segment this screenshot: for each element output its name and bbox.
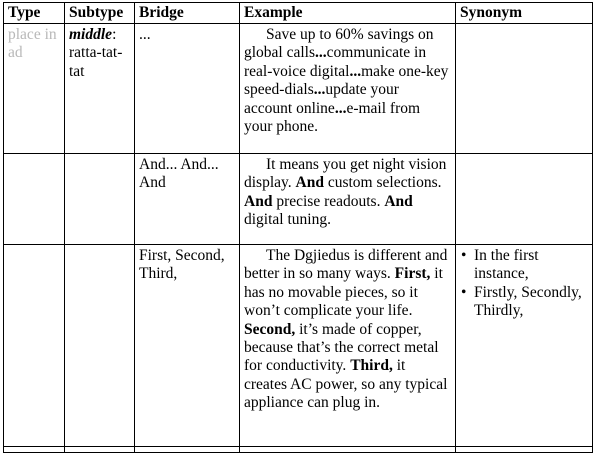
example-run: make one-key speed-dials <box>244 62 449 99</box>
empty-cell <box>135 447 240 453</box>
example-emphasis: ... <box>349 62 362 80</box>
example-run: precise readouts. <box>272 192 385 210</box>
example-cell <box>240 154 456 245</box>
table-row-partial <box>4 447 593 453</box>
example-run: Save up to 60% savings on global calls <box>244 26 434 62</box>
subtype-cell <box>65 24 135 154</box>
example-emphasis: ... <box>315 44 327 62</box>
header-bridge: Bridge <box>135 3 240 24</box>
example-emphasis: First, <box>394 265 431 283</box>
example-emphasis: Third, <box>350 357 393 375</box>
header-row <box>4 3 593 24</box>
header-example: Example <box>240 3 456 24</box>
bridge-cell: And... And... And <box>135 154 240 245</box>
example-emphasis: ... <box>334 99 347 117</box>
example-run: custom selections. <box>323 174 442 192</box>
example-run: The Dgjiedus is different and better in so many ways. <box>244 247 448 283</box>
bridge-cell: First, Second, Third, <box>135 245 240 447</box>
empty-cell <box>456 447 593 453</box>
example-emphasis: And <box>244 192 273 210</box>
example-emphasis: ... <box>313 81 326 99</box>
bridge-types-table <box>3 2 593 453</box>
subtype-value: : ratta-tat-tat <box>69 26 123 80</box>
synonym-text: Firstly, Secondly, Thirdly, <box>474 283 582 320</box>
bridge-cell: ... <box>135 24 240 154</box>
synonym-cell <box>456 245 593 447</box>
synonym-cell <box>456 154 593 245</box>
synonym-text: In the first instance, <box>474 247 539 283</box>
header-synonym: Synonym <box>456 3 593 24</box>
type-cell: place in ad <box>4 24 65 154</box>
example-run: it has no movable pieces, so it won’t complicate your life. <box>244 265 443 320</box>
type-cell <box>4 245 65 447</box>
example-text <box>244 26 451 136</box>
example-text <box>244 247 451 413</box>
example-run: communicate in real-voice digital <box>244 44 427 80</box>
empty-cell <box>240 447 456 453</box>
type-cell <box>4 154 65 245</box>
table-row <box>4 24 593 154</box>
header-subtype: Subtype <box>65 3 135 24</box>
example-run: it’s made of copper, because that’s the correct metal for conductivity. <box>244 320 439 375</box>
example-emphasis: And <box>384 192 413 210</box>
example-run: e-mail from your phone. <box>244 99 421 136</box>
synonym-list <box>460 247 588 321</box>
header-type: Type <box>4 3 65 24</box>
bullet-icon: • <box>461 247 467 264</box>
example-cell <box>240 245 456 447</box>
synonym-item <box>460 247 588 284</box>
example-run: digital tuning. <box>244 211 331 229</box>
empty-cell <box>65 447 135 453</box>
example-emphasis: Second, <box>244 320 296 338</box>
synonym-item <box>460 284 588 321</box>
example-run: it creates AC power, so any typical appliance can plug in. <box>244 357 448 412</box>
example-run: update your account online <box>244 81 399 117</box>
example-run: It means you get night vision display. <box>244 156 447 192</box>
subtype-label: middle <box>69 26 113 43</box>
synonym-cell <box>456 24 593 154</box>
empty-cell <box>4 447 65 453</box>
subtype-cell <box>65 245 135 447</box>
example-emphasis: And <box>295 174 324 192</box>
example-cell <box>240 24 456 154</box>
subtype-cell <box>65 154 135 245</box>
example-text <box>244 156 451 230</box>
table-row <box>4 154 593 245</box>
bullet-icon: • <box>461 283 467 301</box>
table-row <box>4 245 593 447</box>
